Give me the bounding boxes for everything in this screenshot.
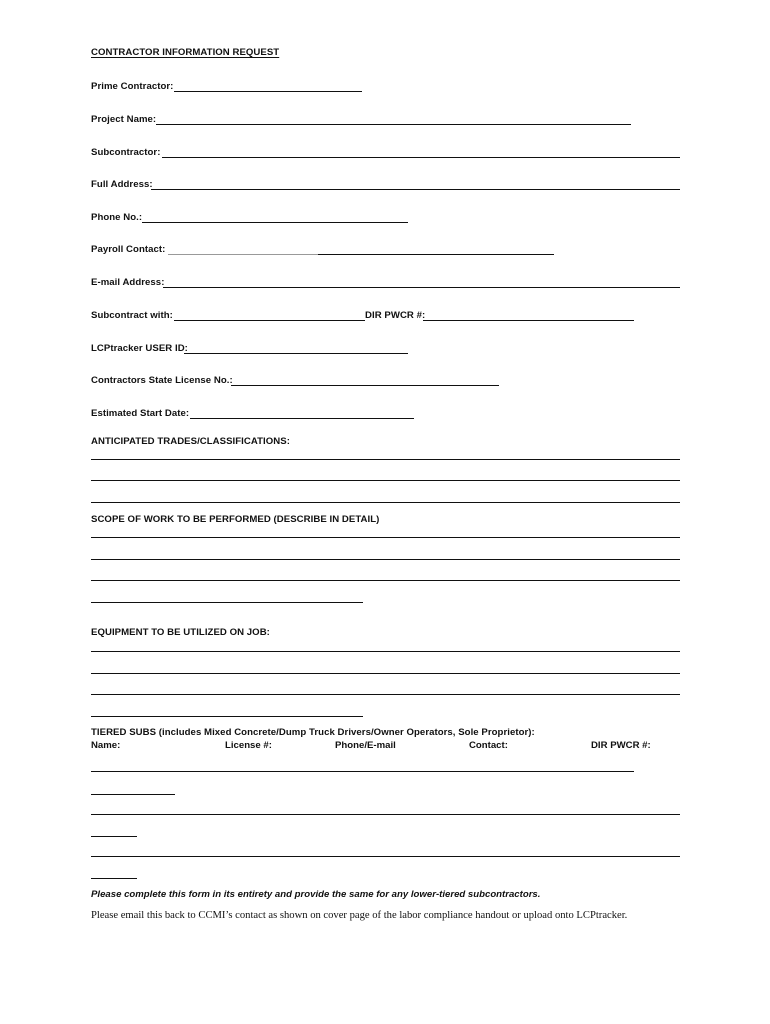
license-label: Contractors State License No.: — [91, 375, 233, 386]
col-name: Name: — [91, 740, 121, 751]
equipment-line-3[interactable] — [91, 694, 680, 695]
lcptracker-id-label: LCPtracker USER ID: — [91, 343, 188, 354]
full-address-field[interactable] — [151, 189, 680, 190]
subcontractor-label: Subcontractor: — [91, 147, 161, 158]
scope-line-2[interactable] — [91, 559, 680, 560]
payroll-contact-field-b[interactable] — [318, 254, 554, 255]
start-date-label: Estimated Start Date: — [91, 408, 190, 419]
project-name-field[interactable] — [156, 124, 631, 125]
dir-pwcr-label: DIR PWCR #: — [365, 310, 426, 321]
col-license: License #: — [225, 740, 272, 751]
lcptracker-id-field[interactable] — [184, 353, 408, 354]
subcontract-with-label: Subcontract with: — [91, 310, 173, 321]
col-dir-pwcr: DIR PWCR #: — [591, 740, 651, 751]
tiered-sub-line-2-cont[interactable] — [91, 836, 137, 837]
license-field[interactable] — [231, 385, 499, 386]
equipment-heading: EQUIPMENT TO BE UTILIZED ON JOB: — [91, 627, 270, 638]
form-title: CONTRACTOR INFORMATION REQUEST — [91, 47, 280, 58]
email-field[interactable] — [163, 287, 680, 288]
tiered-sub-line-3[interactable] — [91, 856, 680, 857]
equipment-line-2[interactable] — [91, 673, 680, 674]
tiered-sub-line-1[interactable] — [91, 771, 634, 772]
email-label: E-mail Address: — [91, 277, 165, 288]
subcontract-with-field[interactable] — [174, 320, 365, 321]
start-date-field[interactable] — [190, 418, 414, 419]
trades-line-3[interactable] — [91, 502, 680, 503]
subcontractor-field[interactable] — [162, 157, 680, 158]
scope-line-3[interactable] — [91, 580, 680, 581]
equipment-line-4[interactable] — [91, 716, 363, 717]
phone-label: Phone No.: — [91, 212, 143, 223]
equipment-line-1[interactable] — [91, 651, 680, 652]
project-name-label: Project Name: — [91, 114, 157, 125]
prime-contractor-label: Prime Contractor: — [91, 81, 174, 92]
col-contact: Contact: — [469, 740, 508, 751]
tiered-sub-line-3-cont[interactable] — [91, 878, 137, 879]
trades-heading: ANTICIPATED TRADES/CLASSIFICATIONS: — [91, 436, 290, 447]
scope-line-4[interactable] — [91, 602, 363, 603]
scope-line-1[interactable] — [91, 537, 680, 538]
col-phone-email: Phone/E-mail — [335, 740, 396, 751]
tiered-sub-line-1-cont[interactable] — [91, 794, 175, 795]
prime-contractor-field[interactable] — [174, 91, 362, 92]
scope-heading: SCOPE OF WORK TO BE PERFORMED (DESCRIBE IN DETAIL) — [91, 514, 380, 525]
payroll-contact-field-a[interactable] — [168, 254, 318, 255]
trades-line-2[interactable] — [91, 480, 680, 481]
tiered-sub-line-2[interactable] — [91, 814, 680, 815]
tiered-subs-heading: TIERED SUBS (includes Mixed Concrete/Dump Truck Drivers/Owner Operators, Sole Proprietor): — [91, 727, 535, 738]
completion-note: Please complete this form in its entirety and provide the same for any lower-tiered subcontractors. — [91, 889, 541, 900]
email-instructions: Please email this back to CCMI’s contact as shown on cover page of the labor compliance handout or upload onto LCPtracker. — [91, 910, 628, 921]
phone-field[interactable] — [142, 222, 408, 223]
trades-line-1[interactable] — [91, 459, 680, 460]
dir-pwcr-field[interactable] — [423, 320, 634, 321]
full-address-label: Full Address: — [91, 179, 153, 190]
payroll-contact-label: Payroll Contact: — [91, 244, 166, 255]
